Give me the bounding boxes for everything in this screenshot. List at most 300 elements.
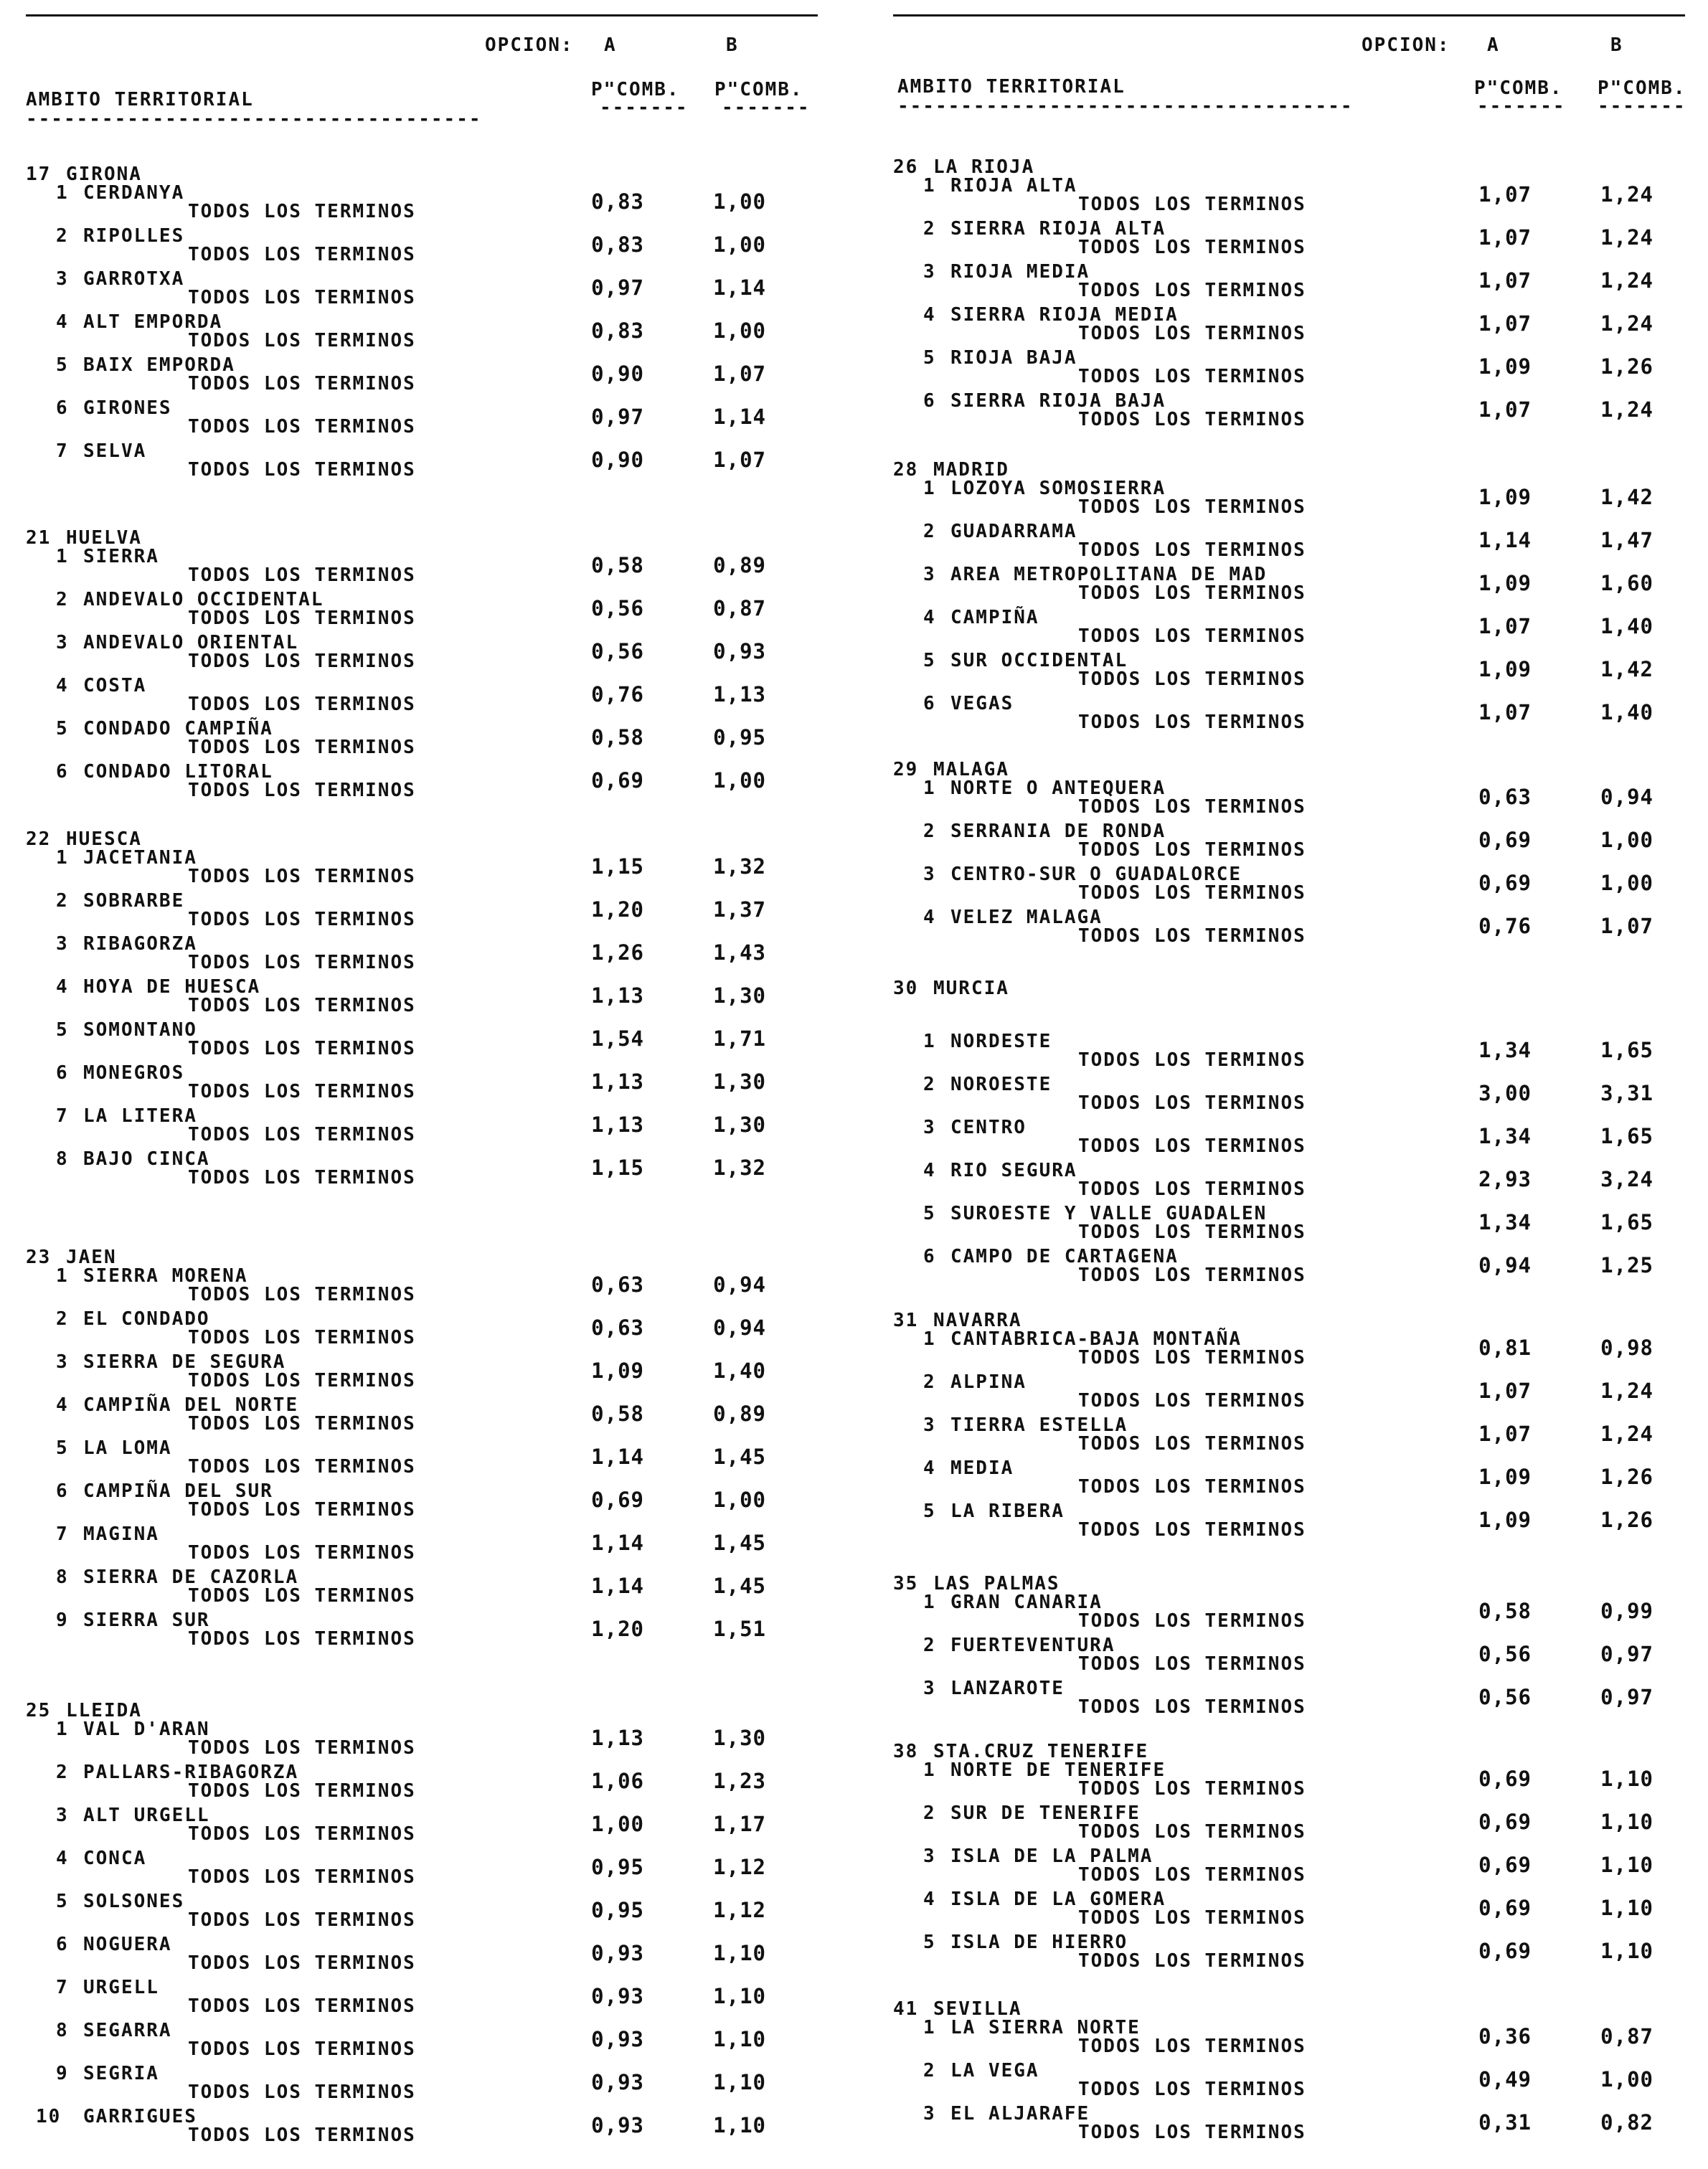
value-option-a: 1,07 (1478, 1379, 1532, 1403)
terms-label: TODOS LOS TERMINOS (1078, 1433, 1306, 1455)
value-option-a: 1,34 (1478, 1124, 1532, 1148)
value-option-a: 1,14 (591, 1445, 644, 1469)
comarca-number: 1 (923, 1759, 936, 1781)
terms-label: TODOS LOS TERMINOS (188, 1413, 416, 1435)
value-option-a: 0,31 (1478, 2110, 1532, 2135)
comarca-name: LA SIERRA NORTE (950, 2017, 1141, 2038)
province-code: 41 (893, 1998, 919, 2020)
right-column (893, 0, 1708, 2169)
col-b-underline: ------- (722, 102, 811, 113)
value-option-b: 1,00 (713, 1488, 766, 1512)
value-option-b: 0,87 (713, 596, 766, 620)
value-option-b: 1,10 (713, 1941, 766, 1965)
comarca-name: ANDEVALO ORIENTAL (83, 632, 299, 653)
value-option-b: 1,40 (1600, 700, 1653, 724)
comarca-number: 2 (923, 1802, 936, 1824)
value-option-b: 3,31 (1600, 1081, 1653, 1105)
value-option-a: 0,81 (1478, 1336, 1532, 1360)
terms-label: TODOS LOS TERMINOS (1078, 194, 1306, 215)
terms-label: TODOS LOS TERMINOS (1078, 2079, 1306, 2100)
value-option-b: 0,98 (1600, 1336, 1653, 1360)
terms-label: TODOS LOS TERMINOS (188, 373, 416, 394)
value-option-b: 1,17 (713, 1812, 766, 1836)
value-option-b: 1,32 (713, 854, 766, 879)
comarca-number: 3 (923, 564, 936, 585)
value-option-a: 0,90 (591, 448, 644, 472)
value-option-a: 1,13 (591, 983, 644, 1008)
value-option-a: 1,13 (591, 1112, 644, 1137)
terms-label: TODOS LOS TERMINOS (188, 1542, 416, 1564)
comarca-number: 1 (923, 1592, 936, 1613)
comarca-name: CAMPIÑA DEL NORTE (83, 1394, 299, 1416)
terms-label: TODOS LOS TERMINOS (1078, 625, 1306, 647)
comarca-number: 4 (56, 1394, 69, 1416)
option-b-label: B (1610, 34, 1623, 56)
comarca-number: 3 (923, 2103, 936, 2125)
comarca-name: ALT EMPORDA (83, 311, 223, 333)
comarca-number: 4 (923, 1160, 936, 1181)
value-option-b: 1,12 (713, 1855, 766, 1879)
terms-label: TODOS LOS TERMINOS (188, 1866, 416, 1888)
province-name: HUELVA (66, 527, 142, 549)
terms-label: TODOS LOS TERMINOS (188, 1284, 416, 1305)
value-option-b: 1,14 (713, 275, 766, 300)
value-option-b: 1,71 (713, 1026, 766, 1051)
comarca-number: 2 (56, 589, 69, 610)
value-option-a: 0,97 (591, 275, 644, 300)
comarca-number: 2 (56, 1762, 69, 1783)
comarca-name: RIO SEGURA (950, 1160, 1077, 1181)
value-option-a: 0,58 (591, 553, 644, 577)
value-option-a: 2,93 (1478, 1167, 1532, 1191)
comarca-name: SERRANIA DE RONDA (950, 821, 1166, 842)
value-option-a: 0,69 (1478, 1767, 1532, 1791)
comarca-name: LA RIBERA (950, 1501, 1065, 1522)
value-option-a: 1,09 (1478, 354, 1532, 379)
comarca-name: LOZOYA SOMOSIERRA (950, 478, 1166, 499)
value-option-b: 1,00 (1600, 828, 1653, 852)
terms-label: TODOS LOS TERMINOS (1078, 409, 1306, 430)
col-a-underline: ------- (600, 102, 689, 113)
terms-label: TODOS LOS TERMINOS (1078, 539, 1306, 561)
value-option-a: 1,34 (1478, 1038, 1532, 1062)
terms-label: TODOS LOS TERMINOS (1078, 1696, 1306, 1718)
terms-label: TODOS LOS TERMINOS (1078, 1221, 1306, 1243)
terms-label: TODOS LOS TERMINOS (188, 287, 416, 308)
ambito-label: AMBITO TERRITORIAL (26, 89, 254, 110)
terms-label: TODOS LOS TERMINOS (1078, 1778, 1306, 1800)
comarca-number: 6 (923, 1246, 936, 1267)
province-code: 38 (893, 1741, 919, 1762)
terms-label: TODOS LOS TERMINOS (1078, 496, 1306, 518)
value-option-a: 1,00 (591, 1812, 644, 1836)
terms-label: TODOS LOS TERMINOS (1078, 668, 1306, 690)
comarca-name: CONDADO CAMPIÑA (83, 718, 273, 739)
terms-label: TODOS LOS TERMINOS (188, 2125, 416, 2146)
value-option-a: 1,20 (591, 1617, 644, 1641)
terms-label: TODOS LOS TERMINOS (1078, 582, 1306, 604)
comarca-name: NORTE O ANTEQUERA (950, 778, 1166, 799)
comarca-name: CAMPIÑA DEL SUR (83, 1480, 273, 1502)
value-option-a: 1,54 (591, 1026, 644, 1051)
comarca-name: HOYA DE HUESCA (83, 976, 261, 998)
comarca-name: VEGAS (950, 693, 1014, 714)
value-option-b: 1,40 (713, 1358, 766, 1383)
comarca-name: COSTA (83, 675, 147, 696)
comarca-name: EL ALJARAFE (950, 2103, 1090, 2125)
value-option-a: 0,93 (591, 2070, 644, 2094)
comarca-number: 2 (923, 1635, 936, 1656)
comarca-name: EL CONDADO (83, 1308, 210, 1330)
comarca-name: SIERRA RIOJA BAJA (950, 390, 1166, 412)
comarca-number: 2 (923, 1371, 936, 1393)
value-option-a: 1,09 (1478, 571, 1532, 595)
comarca-name: RIOJA BAJA (950, 347, 1077, 369)
comarca-name: BAIX EMPORDA (83, 354, 235, 376)
col-b-header: P"COMB. (714, 79, 803, 100)
value-option-b: 1,13 (713, 682, 766, 707)
terms-label: TODOS LOS TERMINOS (1078, 323, 1306, 344)
province-name: MURCIA (933, 978, 1009, 999)
terms-label: TODOS LOS TERMINOS (1078, 796, 1306, 818)
comarca-number: 9 (56, 2063, 69, 2084)
value-option-a: 0,93 (591, 1941, 644, 1965)
province-name: LLEIDA (66, 1700, 142, 1721)
value-option-a: 0,76 (1478, 914, 1532, 938)
terms-label: TODOS LOS TERMINOS (1078, 2036, 1306, 2057)
comarca-name: CONDADO LITORAL (83, 761, 273, 783)
terms-label: TODOS LOS TERMINOS (188, 1780, 416, 1802)
value-option-a: 1,09 (1478, 657, 1532, 681)
comarca-number: 1 (923, 778, 936, 799)
comarca-number: 2 (56, 1308, 69, 1330)
value-option-b: 0,95 (713, 725, 766, 750)
terms-label: TODOS LOS TERMINOS (188, 1124, 416, 1145)
comarca-name: TIERRA ESTELLA (950, 1414, 1128, 1436)
value-option-a: 1,09 (1478, 485, 1532, 509)
ambito-label: AMBITO TERRITORIAL (897, 76, 1126, 98)
comarca-name: GARROTXA (83, 268, 185, 290)
value-option-b: 1,60 (1600, 571, 1653, 595)
value-option-a: 1,09 (591, 1358, 644, 1383)
value-option-b: 1,24 (1600, 182, 1653, 207)
comarca-name: LA LOMA (83, 1437, 172, 1459)
comarca-number: 1 (923, 1031, 936, 1052)
value-option-a: 0,69 (1478, 1896, 1532, 1920)
terms-label: TODOS LOS TERMINOS (188, 330, 416, 351)
comarca-number: 5 (923, 1501, 936, 1522)
comarca-name: SELVA (83, 440, 147, 462)
value-option-a: 0,95 (591, 1855, 644, 1879)
comarca-name: SIERRA DE SEGURA (83, 1351, 286, 1373)
comarca-number: 1 (923, 2017, 936, 2038)
terms-label: TODOS LOS TERMINOS (1078, 1476, 1306, 1498)
value-option-a: 0,83 (591, 318, 644, 343)
value-option-b: 1,65 (1600, 1124, 1653, 1148)
value-option-b: 1,30 (713, 1069, 766, 1094)
value-option-b: 0,89 (713, 553, 766, 577)
value-option-b: 0,93 (713, 639, 766, 663)
col-b-underline: ------- (1598, 100, 1686, 112)
comarca-name: SIERRA RIOJA MEDIA (950, 304, 1179, 326)
comarca-number: 7 (56, 1977, 69, 1998)
comarca-number: 5 (56, 1437, 69, 1459)
value-option-b: 1,00 (1600, 871, 1653, 895)
value-option-a: 1,07 (1478, 268, 1532, 293)
value-option-a: 0,63 (591, 1272, 644, 1297)
value-option-a: 1,14 (591, 1531, 644, 1555)
comarca-number: 1 (56, 546, 69, 567)
province-code: 28 (893, 459, 919, 481)
comarca-name: SOLSONES (83, 1891, 185, 1912)
terms-label: TODOS LOS TERMINOS (1078, 839, 1306, 861)
value-option-b: 1,47 (1600, 528, 1653, 552)
comarca-number: 3 (923, 1678, 936, 1699)
value-option-b: 1,65 (1600, 1038, 1653, 1062)
province-name: HUESCA (66, 828, 142, 850)
province-code: 29 (893, 759, 919, 780)
province-name: MADRID (933, 459, 1009, 481)
comarca-name: SEGRIA (83, 2063, 159, 2084)
terms-label: TODOS LOS TERMINOS (1078, 1950, 1306, 1972)
value-option-a: 1,07 (1478, 182, 1532, 207)
value-option-a: 0,69 (1478, 1853, 1532, 1877)
value-option-a: 1,20 (591, 897, 644, 922)
comarca-name: AREA METROPOLITANA DE MAD (950, 564, 1268, 585)
value-option-a: 0,93 (591, 2113, 644, 2137)
value-option-a: 0,36 (1478, 2024, 1532, 2048)
comarca-name: CONCA (83, 1848, 147, 1869)
value-option-b: 1,24 (1600, 268, 1653, 293)
value-option-a: 1,15 (591, 1156, 644, 1180)
value-option-a: 1,13 (591, 1069, 644, 1094)
terms-label: TODOS LOS TERMINOS (188, 1628, 416, 1650)
comarca-name: CAMPIÑA (950, 607, 1039, 628)
comarca-name: SIERRA SUR (83, 1610, 210, 1631)
terms-label: TODOS LOS TERMINOS (188, 2038, 416, 2060)
value-option-b: 0,94 (713, 1272, 766, 1297)
comarca-number: 6 (923, 693, 936, 714)
opcion-label: OPCION: (485, 34, 574, 56)
value-option-b: 1,10 (713, 2113, 766, 2137)
value-option-a: 1,07 (1478, 311, 1532, 336)
comarca-number: 3 (56, 1805, 69, 1826)
terms-label: TODOS LOS TERMINOS (188, 780, 416, 801)
value-option-a: 1,26 (591, 940, 644, 965)
value-option-b: 0,97 (1600, 1642, 1653, 1666)
comarca-number: 3 (923, 261, 936, 283)
comarca-name: MEDIA (950, 1457, 1014, 1479)
value-option-a: 0,63 (1478, 785, 1532, 809)
value-option-a: 0,69 (1478, 828, 1532, 852)
comarca-number: 6 (56, 1062, 69, 1084)
comarca-number: 1 (923, 478, 936, 499)
value-option-a: 0,83 (591, 189, 644, 214)
terms-label: TODOS LOS TERMINOS (1078, 1178, 1306, 1200)
terms-label: TODOS LOS TERMINOS (1078, 1265, 1306, 1286)
value-option-b: 1,42 (1600, 657, 1653, 681)
comarca-number: 7 (56, 1523, 69, 1545)
comarca-name: CENTRO-SUR O GUADALORCE (950, 864, 1242, 885)
comarca-name: NORTE DE TENERIFE (950, 1759, 1166, 1781)
value-option-b: 1,10 (1600, 1853, 1653, 1877)
comarca-name: CERDANYA (83, 182, 185, 204)
value-option-a: 0,90 (591, 362, 644, 386)
value-option-b: 1,30 (713, 983, 766, 1008)
comarca-number: 7 (56, 1105, 69, 1127)
ambito-underline: ------------------------------------ (897, 100, 1354, 112)
terms-label: TODOS LOS TERMINOS (1078, 1347, 1306, 1369)
comarca-name: SEGARRA (83, 2020, 172, 2041)
value-option-b: 1,10 (1600, 1810, 1653, 1834)
value-option-b: 1,40 (1600, 614, 1653, 638)
value-option-a: 1,06 (591, 1769, 644, 1793)
terms-label: TODOS LOS TERMINOS (1078, 882, 1306, 904)
terms-label: TODOS LOS TERMINOS (188, 995, 416, 1016)
value-option-a: 0,94 (1478, 1253, 1532, 1277)
value-option-a: 0,56 (1478, 1685, 1532, 1709)
terms-label: TODOS LOS TERMINOS (1078, 280, 1306, 301)
province-name: SEVILLA (933, 1998, 1022, 2020)
value-option-a: 0,69 (1478, 871, 1532, 895)
value-option-b: 1,37 (713, 897, 766, 922)
terms-label: TODOS LOS TERMINOS (188, 1737, 416, 1759)
comarca-number: 5 (56, 354, 69, 376)
value-option-a: 0,58 (591, 725, 644, 750)
comarca-name: MONEGROS (83, 1062, 185, 1084)
value-option-b: 3,24 (1600, 1167, 1653, 1191)
terms-label: TODOS LOS TERMINOS (1078, 1135, 1306, 1157)
comarca-number: 4 (56, 976, 69, 998)
province-code: 22 (26, 828, 52, 850)
comarca-name: LA VEGA (950, 2060, 1039, 2081)
province-code: 23 (26, 1247, 52, 1268)
terms-label: TODOS LOS TERMINOS (1078, 1864, 1306, 1886)
terms-label: TODOS LOS TERMINOS (1078, 1907, 1306, 1929)
terms-label: TODOS LOS TERMINOS (188, 1370, 416, 1391)
value-option-b: 0,94 (713, 1315, 766, 1340)
comarca-name: LA LITERA (83, 1105, 197, 1127)
value-option-b: 1,45 (713, 1574, 766, 1598)
comarca-name: VELEZ MALAGA (950, 907, 1103, 928)
comarca-number: 2 (923, 218, 936, 240)
comarca-number: 1 (56, 182, 69, 204)
value-option-a: 1,07 (1478, 614, 1532, 638)
terms-label: TODOS LOS TERMINOS (188, 1823, 416, 1845)
comarca-name: MAGINA (83, 1523, 159, 1545)
terms-label: TODOS LOS TERMINOS (188, 952, 416, 973)
value-option-a: 0,69 (1478, 1810, 1532, 1834)
value-option-b: 1,23 (713, 1769, 766, 1793)
value-option-a: 3,00 (1478, 1081, 1532, 1105)
value-option-a: 1,07 (1478, 397, 1532, 422)
terms-label: TODOS LOS TERMINOS (188, 1038, 416, 1059)
comarca-number: 2 (923, 821, 936, 842)
province-code: 35 (893, 1573, 919, 1594)
province-code: 17 (26, 164, 52, 185)
comarca-number: 5 (56, 1019, 69, 1041)
value-option-b: 1,00 (713, 768, 766, 793)
comarca-name: GARRIGUES (83, 2106, 197, 2127)
comarca-name: ALT URGELL (83, 1805, 210, 1826)
terms-label: TODOS LOS TERMINOS (188, 1167, 416, 1189)
comarca-number: 4 (923, 1889, 936, 1910)
value-option-b: 1,12 (713, 1898, 766, 1922)
comarca-number: 3 (923, 1846, 936, 1867)
comarca-number: 4 (56, 675, 69, 696)
province-name: GIRONA (66, 164, 142, 185)
value-option-a: 0,58 (591, 1402, 644, 1426)
value-option-b: 1,10 (1600, 1767, 1653, 1791)
comarca-number: 6 (923, 390, 936, 412)
comarca-name: SOBRARBE (83, 890, 185, 912)
value-option-b: 1,24 (1600, 1422, 1653, 1446)
value-option-a: 1,34 (1478, 1210, 1532, 1234)
terms-label: TODOS LOS TERMINOS (188, 1456, 416, 1478)
comarca-number: 2 (56, 225, 69, 247)
value-option-b: 1,65 (1600, 1210, 1653, 1234)
comarca-number: 7 (56, 440, 69, 462)
comarca-name: FUERTEVENTURA (950, 1635, 1115, 1656)
value-option-b: 1,42 (1600, 485, 1653, 509)
comarca-name: ISLA DE HIERRO (950, 1932, 1128, 1953)
value-option-b: 0,94 (1600, 785, 1653, 809)
terms-label: TODOS LOS TERMINOS (1078, 925, 1306, 947)
value-option-b: 0,82 (1600, 2110, 1653, 2135)
comarca-number: 6 (56, 397, 69, 419)
value-option-a: 1,13 (591, 1726, 644, 1750)
value-option-a: 1,14 (591, 1574, 644, 1598)
value-option-a: 1,14 (1478, 528, 1532, 552)
terms-label: TODOS LOS TERMINOS (188, 1995, 416, 2017)
comarca-number: 1 (923, 1328, 936, 1350)
value-option-a: 1,09 (1478, 1465, 1532, 1489)
comarca-number: 5 (56, 718, 69, 739)
terms-label: TODOS LOS TERMINOS (188, 1327, 416, 1348)
terms-label: TODOS LOS TERMINOS (188, 2081, 416, 2103)
comarca-name: VAL D'ARAN (83, 1719, 210, 1740)
comarca-name: CAMPO DE CARTAGENA (950, 1246, 1179, 1267)
comarca-number: 6 (56, 1934, 69, 1955)
value-option-a: 0,93 (591, 2027, 644, 2051)
comarca-number: 3 (923, 1414, 936, 1436)
value-option-b: 1,07 (1600, 914, 1653, 938)
terms-label: TODOS LOS TERMINOS (188, 459, 416, 481)
province-name: NAVARRA (933, 1310, 1022, 1331)
terms-label: TODOS LOS TERMINOS (1078, 1092, 1306, 1114)
opcion-label: OPCION: (1362, 34, 1450, 56)
value-option-b: 1,10 (713, 2070, 766, 2094)
value-option-b: 1,51 (713, 1617, 766, 1641)
comarca-number: 6 (56, 1480, 69, 1502)
comarca-name: CENTRO (950, 1117, 1027, 1138)
value-option-b: 1,25 (1600, 1253, 1653, 1277)
comarca-name: BAJO CINCA (83, 1148, 210, 1170)
comarca-number: 4 (923, 907, 936, 928)
value-option-a: 1,07 (1478, 700, 1532, 724)
value-option-a: 0,95 (591, 1898, 644, 1922)
comarca-number: 8 (56, 2020, 69, 2041)
ambito-underline: ------------------------------------ (26, 113, 482, 125)
terms-label: TODOS LOS TERMINOS (1078, 1519, 1306, 1541)
terms-label: TODOS LOS TERMINOS (188, 651, 416, 672)
option-a-label: A (1487, 34, 1500, 56)
col-a-header: P"COMB. (591, 79, 680, 100)
comarca-number: 5 (923, 1932, 936, 1953)
terms-label: TODOS LOS TERMINOS (188, 1499, 416, 1521)
comarca-number: 3 (56, 1351, 69, 1373)
col-b-header: P"COMB. (1598, 77, 1686, 99)
